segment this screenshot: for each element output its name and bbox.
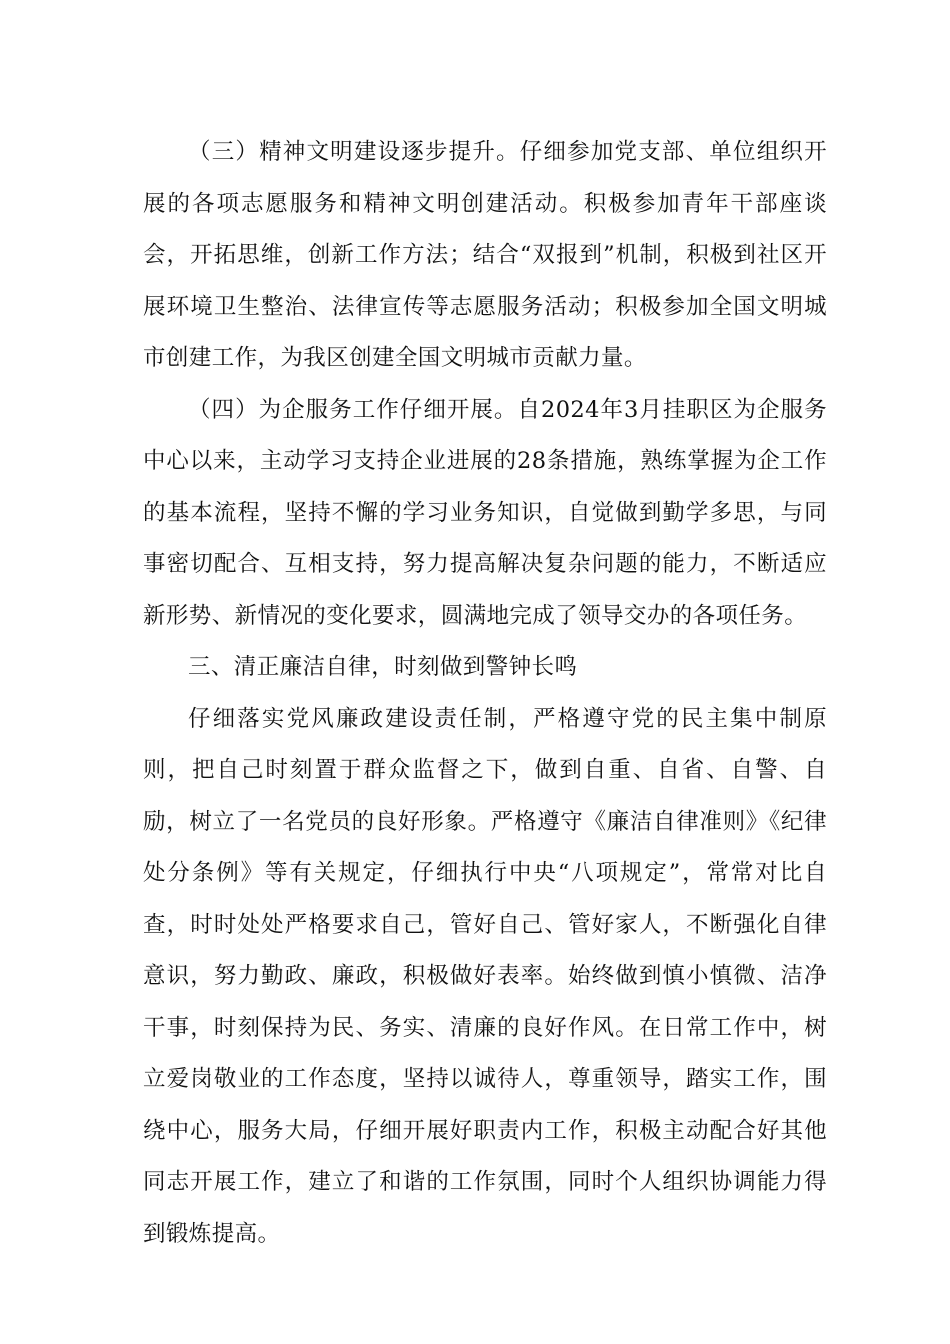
paragraph-spiritual-civilization: （三）精神文明建设逐步提升。仔细参加党支部、单位组织开展的各项志愿服务和精神文明创建活动。积极参加青年干部座谈会，开拓思维，创新工作方法；结合“双报到”机制，积极到社区开展环境卫生整治、法律宣传等志愿服务活动；积极参加全国文明城市创建工作，为我区创建全国文明城市贡献力量。 [143,139,827,371]
paragraph-integrity: 仔细落实党风廉政建设责任制，严格遵守党的民主集中制原则，把自己时刻置于群众监督之下，做到自重、自省、自警、自励，树立了一名党员的良好形象。严格遵守《廉洁自律准则》《纪律处分条例》等有关规定，仔细执行中央“八项规定”，常常对比自查，时时处处严格要求自己，管好自己、管好家人，不断强化自律意识，努力勤政、廉政，积极做好表率。始终做到慎小慎微、洁净干事，时刻保持为民、务实、清廉的良好作风。在日常工作中，树立爱岗敬业的工作态度，坚持以诚待人，尊重领导，踏实工作，围绕中心，服务大局，仔细开展好职责内工作，积极主动配合好其他同志开展工作，建立了和谐的工作氛围，同时个人组织协调能力得到锻炼提高。 [143,705,827,1247]
paragraph-enterprise-service: （四）为企服务工作仔细开展。自2024年3月挂职区为企服务中心以来，主动学习支持企业进展的28条措施，熟练掌握为企工作的基本流程，坚持不懈的学习业务知识，自觉做到勤学多思，与同事密切配合、互相支持，努力提高解决复杂问题的能力，不断适应新形势、新情况的变化要求，圆满地完成了领导交办的各项任务。 [143,396,827,629]
document-body [143,127,827,1260]
section-heading-integrity: 三、清正廉洁自律，时刻做到警钟长鸣 [188,654,578,680]
